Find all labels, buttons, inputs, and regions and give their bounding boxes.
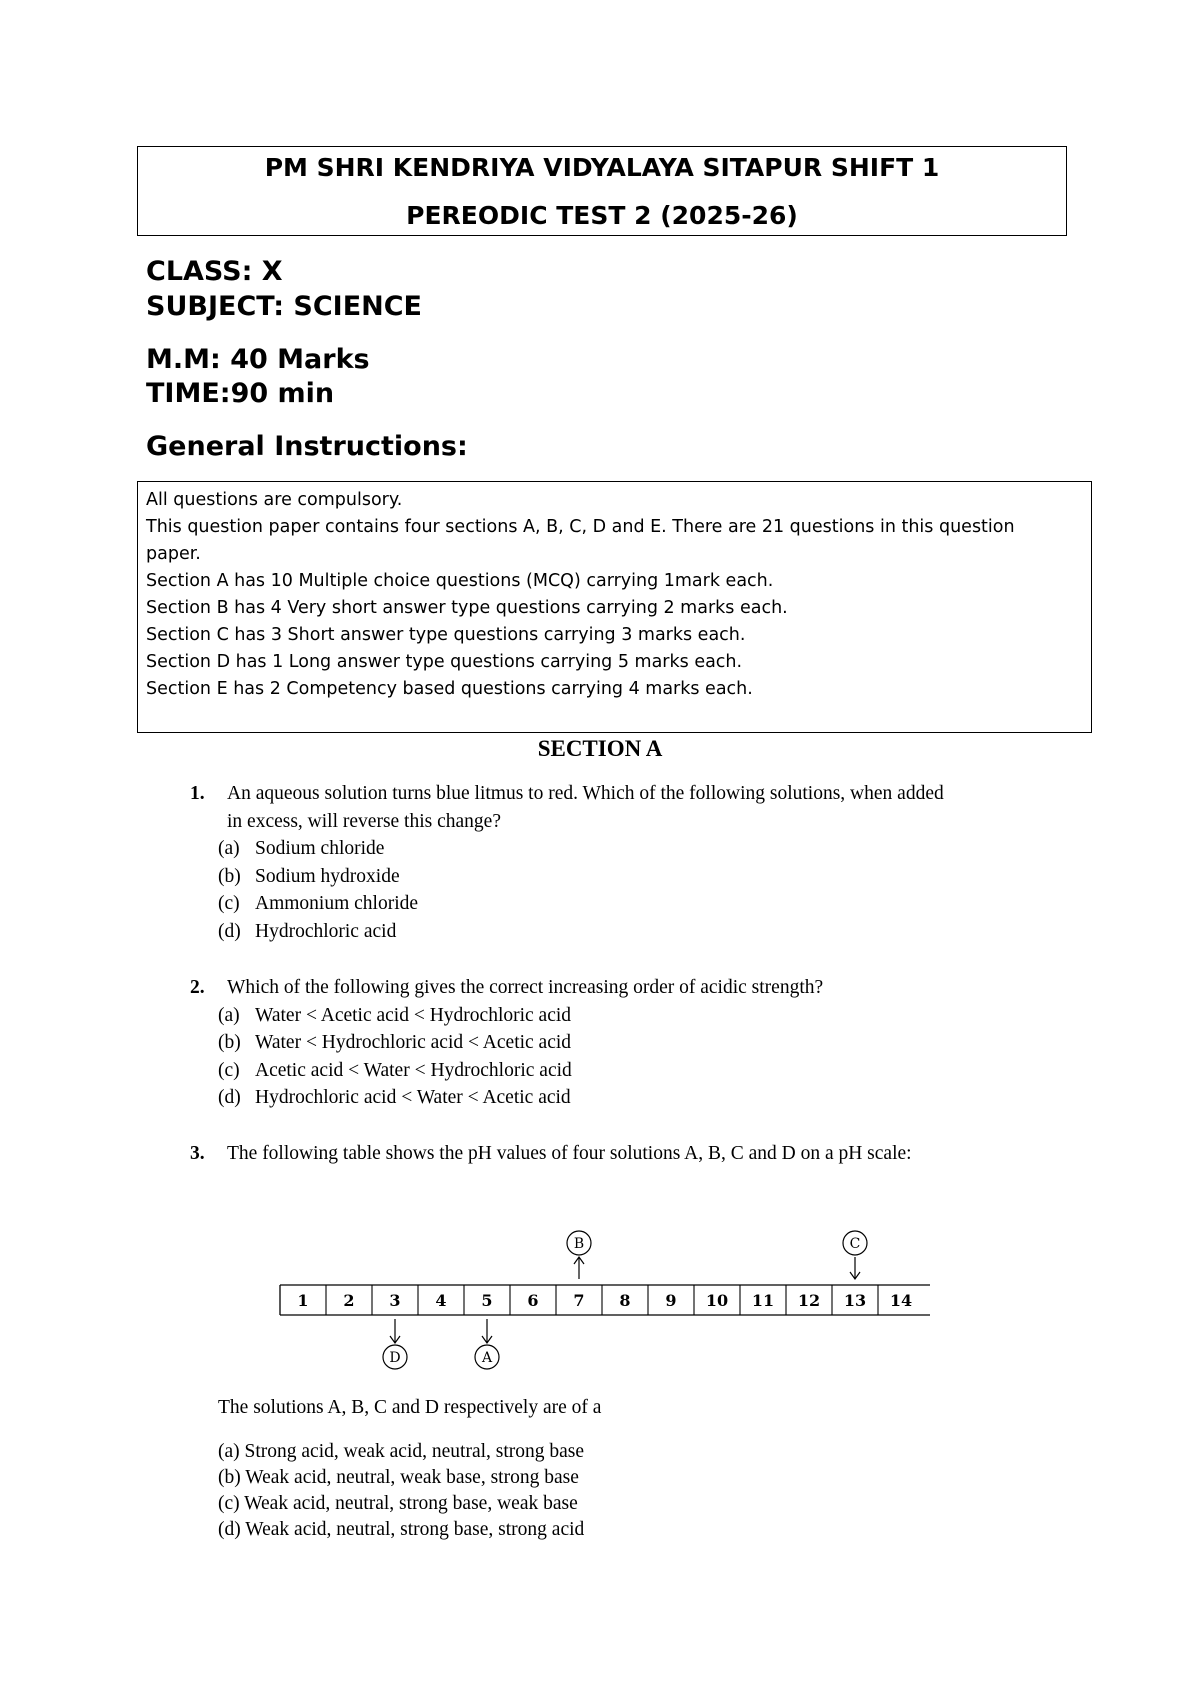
- ph-scale-tick-3: 3: [389, 1291, 401, 1310]
- time-label: TIME:90 min: [146, 378, 335, 409]
- q3-text: The following table shows the pH values of four solutions A, B, C and D on a pH scale:: [227, 1143, 912, 1164]
- q1-option-b: (b) Sodium hydroxide: [218, 866, 400, 887]
- ph-scale-diagram: [270, 1225, 930, 1375]
- ph-scale-tick-8: 8: [619, 1291, 631, 1310]
- instruction-line: Section C has 3 Short answer type questions carrying 3 marks each.: [146, 625, 746, 645]
- ph-scale-tick-7: 7: [573, 1291, 585, 1310]
- ph-scale-tick-11: 11: [751, 1291, 775, 1310]
- ph-scale-tick-10: 10: [705, 1291, 729, 1310]
- q3-option-a: (a) Strong acid, weak acid, neutral, strong base: [218, 1441, 585, 1462]
- ph-scale-tick-9: 9: [665, 1291, 677, 1310]
- ph-scale-tick-6: 6: [527, 1291, 539, 1310]
- q3-number: 3.: [190, 1143, 205, 1164]
- q1-option-a: (a) Sodium chloride: [218, 838, 385, 859]
- q1-option-d: (d) Hydrochloric acid: [218, 921, 397, 942]
- header-box: [137, 146, 1067, 236]
- marker-label-A: A: [481, 1350, 493, 1366]
- marker-label-D: D: [389, 1350, 401, 1366]
- instruction-line: Section E has 2 Competency based questions carrying 4 marks each.: [146, 679, 753, 699]
- q1-number: 1.: [190, 783, 205, 804]
- instructions-heading: General Instructions:: [146, 431, 468, 462]
- marker-label-C: C: [849, 1236, 861, 1252]
- instruction-line: Section D has 1 Long answer type questions carrying 5 marks each.: [146, 652, 743, 672]
- instruction-line: Section A has 10 Multiple choice questions (MCQ) carrying 1mark each.: [146, 571, 774, 591]
- ph-scale-tick-12: 12: [797, 1291, 821, 1310]
- ph-scale-tick-14: 14: [889, 1291, 913, 1310]
- max-marks: M.M: 40 Marks: [146, 344, 370, 375]
- instruction-line: All questions are compulsory.: [146, 490, 403, 510]
- subject-label: SUBJECT: SCIENCE: [146, 291, 422, 322]
- instruction-line: paper.: [146, 544, 201, 564]
- q2-option-c: (c) Acetic acid < Water < Hydrochloric acid: [218, 1060, 572, 1081]
- ph-scale-tick-5: 5: [481, 1291, 493, 1310]
- q3-option-c: (c) Weak acid, neutral, strong base, weak base: [218, 1493, 578, 1514]
- instruction-line: This question paper contains four sections A, B, C, D and E. There are 21 questions in this question: [146, 517, 1015, 537]
- ph-scale-tick-4: 4: [435, 1291, 447, 1310]
- test-title: PEREODIC TEST 2 (2025-26): [406, 201, 798, 230]
- ph-scale-tick-1: 1: [297, 1291, 309, 1310]
- section-a-title: SECTION A: [537, 736, 663, 761]
- q1-option-c: (c) Ammonium chloride: [218, 893, 419, 914]
- instructions-box: [137, 481, 1092, 733]
- ph-scale-tick-13: 13: [843, 1291, 867, 1310]
- q3-option-b: (b) Weak acid, neutral, weak base, strong base: [218, 1467, 579, 1488]
- ph-scale-tick-2: 2: [343, 1291, 355, 1310]
- q1-text-line1: An aqueous solution turns blue litmus to red. Which of the following solutions, when added: [227, 783, 944, 804]
- q1-text-line2: in excess, will reverse this change?: [227, 811, 501, 832]
- q2-option-a: (a) Water < Acetic acid < Hydrochloric acid: [218, 1005, 572, 1026]
- instruction-line: Section B has 4 Very short answer type questions carrying 2 marks each.: [146, 598, 788, 618]
- school-name: PM SHRI KENDRIYA VIDYALAYA SITAPUR SHIFT 1: [264, 153, 940, 182]
- q3-option-d: (d) Weak acid, neutral, strong base, strong acid: [218, 1519, 585, 1540]
- q2-number: 2.: [190, 977, 205, 998]
- q3-stem: The solutions A, B, C and D respectively are of a: [218, 1397, 602, 1418]
- marker-label-B: B: [573, 1236, 585, 1252]
- class-label: CLASS: X: [146, 256, 283, 287]
- q2-option-b: (b) Water < Hydrochloric acid < Acetic acid: [218, 1032, 572, 1053]
- q2-option-d: (d) Hydrochloric acid < Water < Acetic acid: [218, 1087, 571, 1108]
- q2-text: Which of the following gives the correct increasing order of acidic strength?: [227, 977, 824, 998]
